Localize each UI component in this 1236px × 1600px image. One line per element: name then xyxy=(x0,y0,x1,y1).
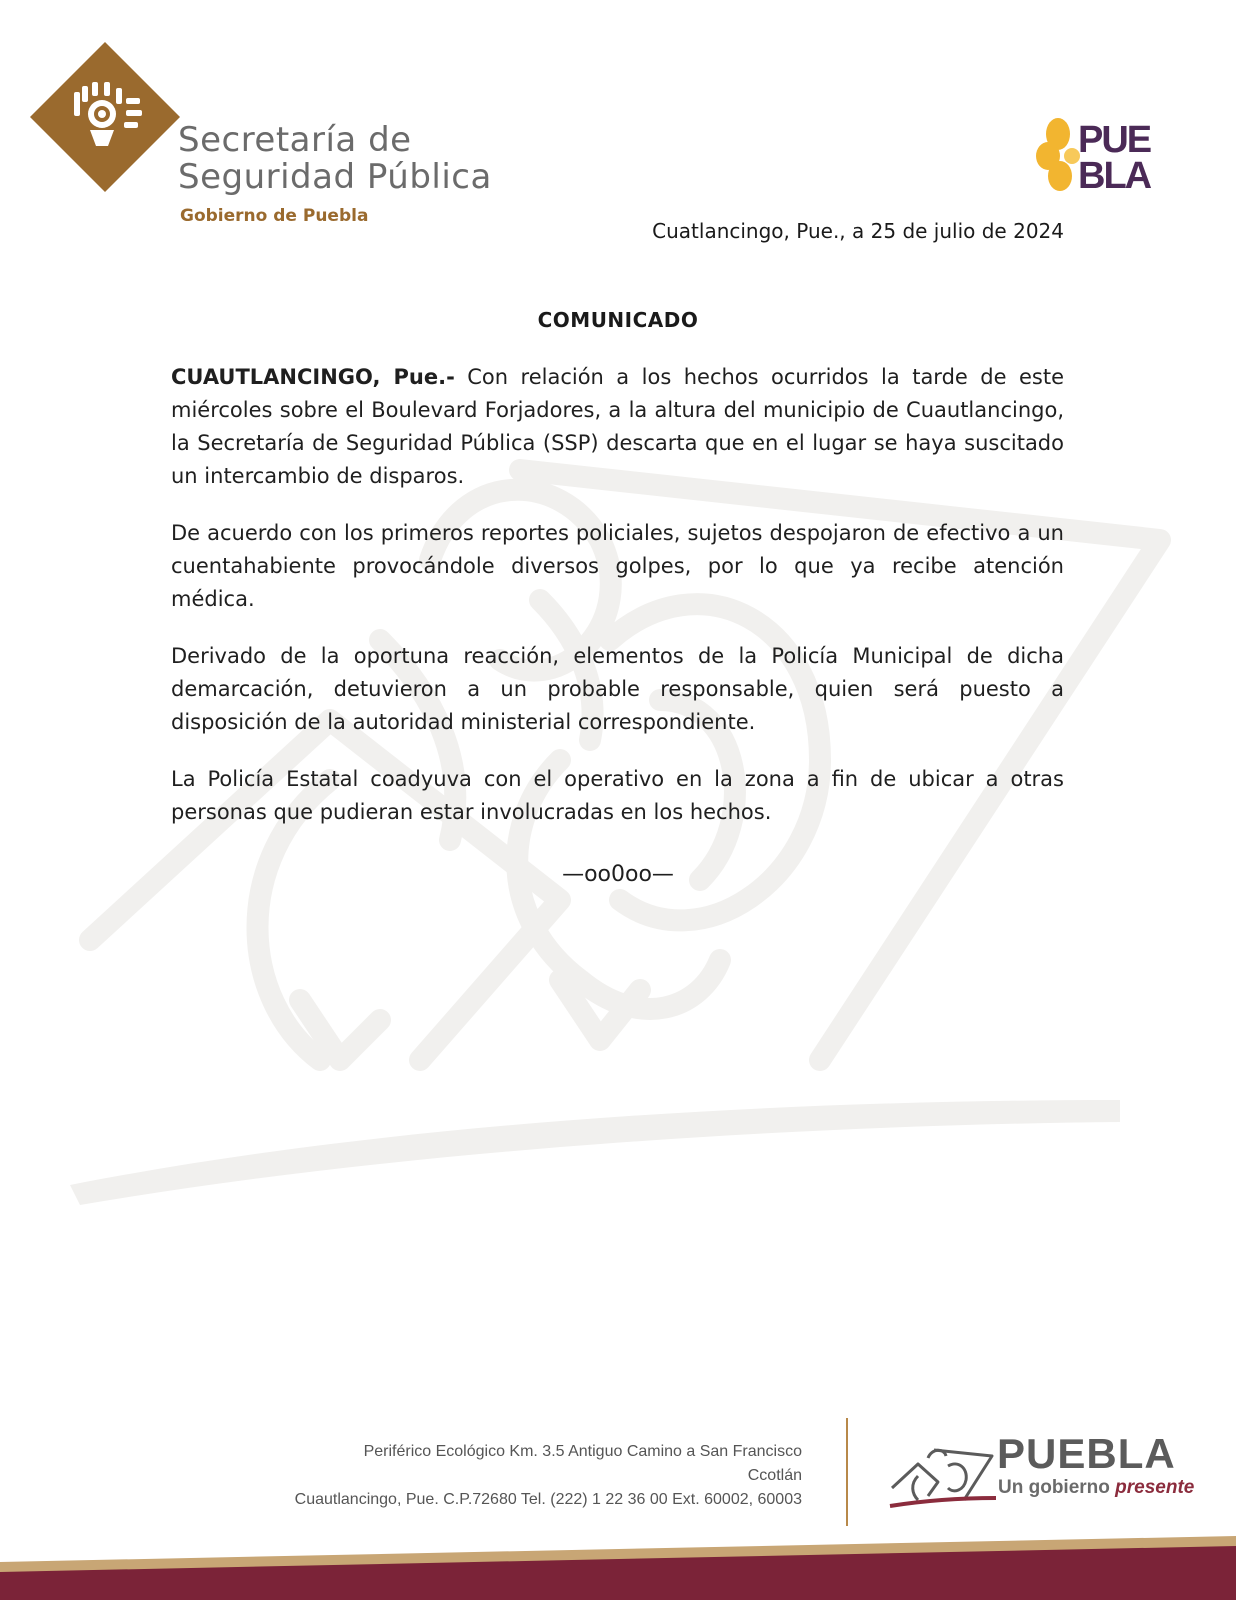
puebla-logo-bottom: BLA xyxy=(1078,155,1151,197)
footer-brand: PUEBLA xyxy=(997,1430,1176,1477)
date-line: Cuatlancingo, Pue., a 25 de julio de 2024 xyxy=(652,219,1064,243)
bottom-color-band xyxy=(0,1536,1236,1600)
footer-address-line3: Cuautlancingo, Pue. C.P.72680 Tel. (222) 1 22 36 00 Ext. 60002, 60003 xyxy=(294,1491,802,1508)
paragraph-2: De acuerdo con los primeros reportes policiales, sujetos despojaron de efectivo a un cuentahabiente provocándole diversos golpes, por lo que ya recibe atención médica. xyxy=(171,521,1064,611)
ssp-emblem-icon xyxy=(30,42,180,192)
document-body xyxy=(171,361,1064,853)
footer-address-line1: Periférico Ecológico Km. 3.5 Antiguo Camino a San Francisco xyxy=(363,1443,802,1460)
footer-address-line2: Ccotlán xyxy=(747,1467,802,1484)
footer-tagline-emphasis: presente xyxy=(1115,1477,1195,1498)
paragraph-1-text: Con relación a los hechos ocurridos la tarde de este miércoles sobre el Boulevard Forjadores, a la altura del municipio de Cuautlancingo, la Secretaría de Seguridad Pública (SSP) descarta que en el lugar se haya suscitado un intercambio de disparos. xyxy=(171,365,1064,488)
org-name-line1: Secretaría de xyxy=(178,120,412,160)
org-government-label: Gobierno de Puebla xyxy=(180,206,369,226)
footer-tagline xyxy=(998,1477,1194,1499)
puebla-emblem-icon xyxy=(888,1430,998,1510)
footer-tagline-plain: Un gobierno xyxy=(998,1477,1116,1498)
paragraph-4: La Policía Estatal coadyuva con el operativo en la zona a fin de ubicar a otras personas que pudieran estar involucradas en los hechos. xyxy=(171,767,1064,824)
footer-divider xyxy=(846,1418,848,1526)
paragraph-1 xyxy=(171,361,1064,493)
puebla-state-logo xyxy=(1036,114,1176,200)
closing-mark: —oo0oo— xyxy=(562,862,674,887)
document-title: COMUNICADO xyxy=(537,308,699,332)
puebla-logo-top: PUE xyxy=(1078,119,1151,161)
org-name-line2: Seguridad Pública xyxy=(178,157,492,197)
paragraph-3: Derivado de la oportuna reacción, elementos de la Policía Municipal de dicha demarcación, detuvieron a un probable responsable, quien será puesto a disposición de la autoridad ministerial correspondiente. xyxy=(171,644,1064,734)
dateline-lead: CUAUTLANCINGO, Pue.- xyxy=(171,365,455,389)
